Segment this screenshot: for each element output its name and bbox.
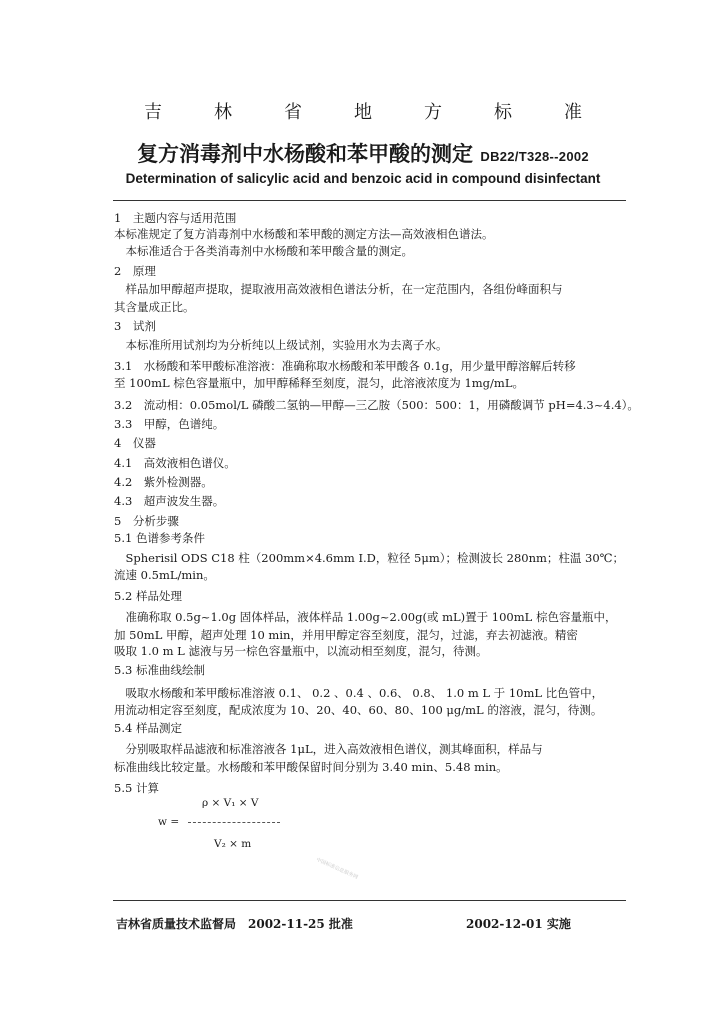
standard-type-header: 吉林省地方标准 xyxy=(144,102,634,123)
body-line: 2 原理 xyxy=(114,264,156,278)
body-line: 4 仪器 xyxy=(114,436,156,450)
body-line: 样品加甲醇超声提取，提取液用高效液相色谱法分析，在一定范围内，各组份峰面积与 xyxy=(114,282,563,296)
formula-numerator: ρ × V₁ × V xyxy=(202,797,259,809)
body-line: 5.5 计算 xyxy=(114,781,159,795)
title-cn: 复方消毒剂中水杨酸和苯甲酸的测定 xyxy=(137,141,474,166)
body-line: 本标准规定了复方消毒剂中水杨酸和苯甲酸的测定方法—高效液相色谱法。 xyxy=(114,227,494,241)
body-line: 4.1 高效液相色谱仪。 xyxy=(114,456,236,470)
body-line: 4.3 超声波发生器。 xyxy=(114,494,225,508)
fraction-bar xyxy=(188,822,280,823)
approval-issuer: 吉林省质量技术监督局 2002-11-25 批准 xyxy=(116,917,353,931)
body-line: 1 主题内容与适用范围 xyxy=(114,211,237,225)
body-line: 3.2 流动相：0.05mol/L 磷酸二氢钠—甲醇—三乙胺（500：500：1，用磷酸调节 pH=4.3~4.4）。 xyxy=(114,398,639,412)
body-line: 吸取水杨酸和苯甲酸标准溶液 0.1、 0.2 、0.4 、0.6、 0.8、 1.0 m L 于 10mL 比色管中， xyxy=(114,686,604,700)
header-divider xyxy=(113,200,626,201)
formula-lhs: w = xyxy=(158,816,180,828)
body-line: 用流动相定容至刻度，配成浓度为 10、20、40、60、80、100 μg/mL 的溶液，混匀，待测。 xyxy=(114,703,603,717)
body-line: 5 分析步骤 xyxy=(114,514,179,528)
body-line: 本标准适合于各类消毒剂中水杨酸和苯甲酸含量的测定。 xyxy=(114,244,413,258)
document-title xyxy=(0,138,726,168)
body-line: 3.1 水杨酸和苯甲酸标准溶液：准确称取水杨酸和苯甲酸各 0.1g，用少量甲醇溶解后转移 xyxy=(114,359,576,373)
body-line: 5.1 色谱参考条件 xyxy=(114,531,205,545)
standard-code: DB22/T328--2002 xyxy=(480,149,589,164)
body-line: 本标准所用试剂均为分析纯以上级试剂，实验用水为去离子水。 xyxy=(114,338,448,352)
body-line: 4.2 紫外检测器。 xyxy=(114,475,213,489)
body-line: 流速 0.5mL/min。 xyxy=(114,568,215,582)
effective-date: 2002-12-01 实施 xyxy=(466,917,571,931)
english-title: Determination of salicylic acid and benzoic acid in compound disinfectant xyxy=(125,171,601,186)
body-line: 5.3 标准曲线绘制 xyxy=(114,663,205,677)
body-line: 标准曲线比较定量。水杨酸和苯甲酸保留时间分别为 3.40 min、5.48 min。 xyxy=(114,760,508,774)
body-line: 吸取 1.0 m L 滤液与另一棕色容量瓶中，以流动相至刻度，混匀，待测。 xyxy=(114,644,488,658)
body-line: 至 100mL 棕色容量瓶中，加甲醇稀释至刻度，混匀，此溶液浓度为 1mg/mL。 xyxy=(114,376,524,390)
body-line: 加 50mL 甲醇，超声处理 10 min，并用甲醇定容至刻度，混匀，过滤，弃去初滤液。精密 xyxy=(114,628,578,642)
body-line: 分别吸取样品滤液和标准溶液各 1μL，进入高效液相色谱仪，测其峰面积，样品与 xyxy=(114,742,543,756)
formula-denominator: V₂ × m xyxy=(214,838,252,850)
watermark: 中国标准信息服务网 xyxy=(315,856,359,881)
body-line: 准确称取 0.5g~1.0g 固体样品，液体样品 1.00g~2.00g(或 mL)置于 100mL 棕色容量瓶中， xyxy=(114,610,617,624)
body-line: 3.3 甲醇，色谱纯。 xyxy=(114,417,225,431)
body-line: Spherisil ODS C18 柱（200mm×4.6mm I.D，粒径 5μm）；检测波长 280nm；柱温 30℃； xyxy=(114,551,625,565)
body-line: 3 试剂 xyxy=(114,319,156,333)
body-line: 5.2 样品处理 xyxy=(114,589,182,603)
body-line: 5.4 样品测定 xyxy=(114,721,182,735)
body-line: 其含量成正比。 xyxy=(114,300,195,314)
footer-divider xyxy=(113,900,626,901)
